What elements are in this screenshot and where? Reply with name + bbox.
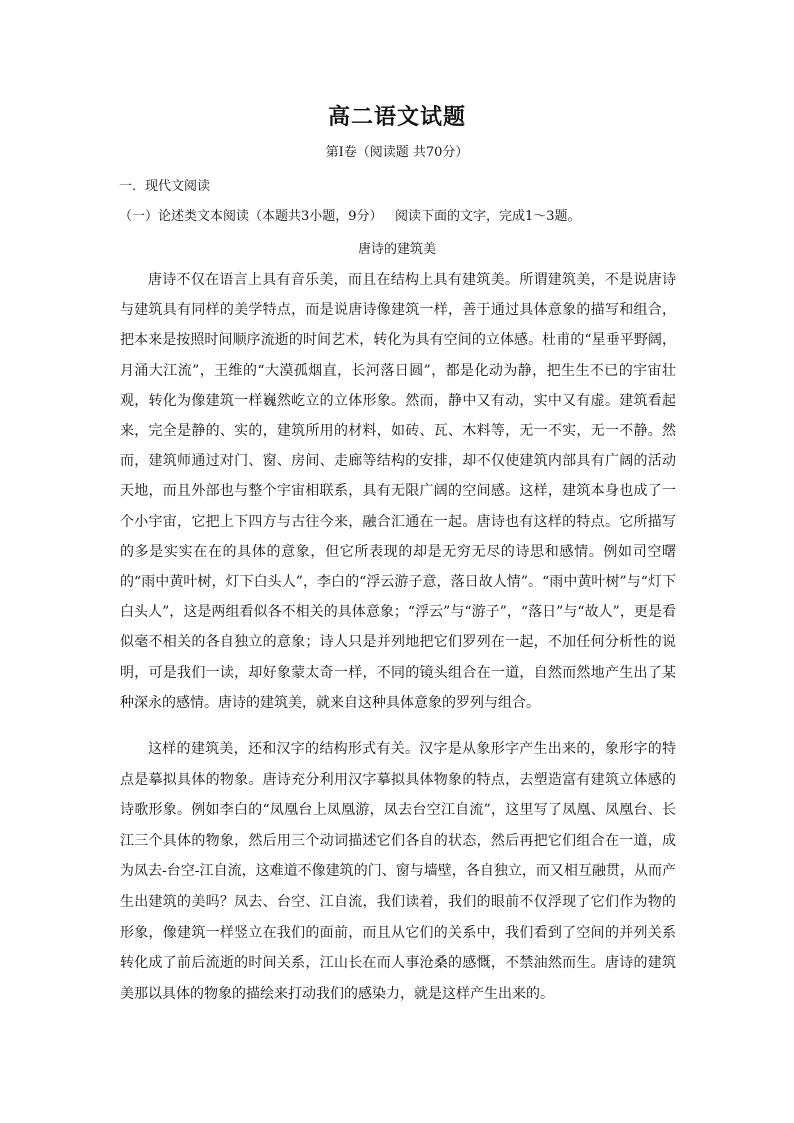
subsection-heading: （一）论述类文本阅读（本题共3小题，9分） 阅读下面的文字，完成1～3题。	[119, 209, 581, 224]
essay-paragraph-1: 唐诗不仅在语言上具有音乐美，而且在结构上具有建筑美。所谓建筑美，不是说唐诗与建筑具有同样的美学特点，而是说唐诗像建筑一样，善于通过具体意象的描写和组合，把本来是按照时间顺序流逝的时间艺术，转化为具有空间的立体感。杜甫的“星垂平野阔，月涌大江流”，王维的“大漠孤烟直，长河落日圆”，都是化动为静，把生生不已的宇宙壮观，转化为像建筑一样巍然屹立的立体形象。然而，静中又有动，实中又有虚。建筑看起来，完全是静的、实的，建筑所用的材料，如砖、瓦、木料等，无一不实，无一不静。然而，建筑师通过对门、窗、房间、走廊等结构的安排，却不仅使建筑内部具有广阔的活动天地，而且外部也与整个宇宙相联系，具有无限广阔的空间感。这样，建筑本身也成了一个小宇宙，它把上下四方与古往今来，融合汇通在一起。唐诗也有这样的特点。它所描写的多是实实在在的具体的意象，但它所表现的却是无穷无尽的诗思和感情。例如司空曙的“雨中黄叶树，灯下白头人”，李白的“浮云游子意，落日故人情”。“雨中黄叶树”与“灯下白头人”，这是两组看似各不相关的具体意象；“浮云”与“游子”，“落日”与“故人”，更是看似毫不相关的各自独立的意象；诗人只是并列地把它们罗列在一起，不加任何分析性的说明，可是我们一读，却好象蒙太奇一样，不同的镜头组合在一道，自然而然地产生出了某种深永的感情。唐诗的建筑美，就来自这种具体意象的罗列与组合。	[120, 272, 676, 711]
section-heading: 一．现代文阅读	[119, 179, 211, 194]
exam-title: 高二语文试题	[327, 104, 466, 130]
essay-title: 唐诗的建筑美	[357, 242, 436, 257]
essay-paragraph-2: 这样的建筑美，还和汉字的结构形式有关。汉字是从象形字产生出来的，象形字的特点是摹拟具体的物象。唐诗充分利用汉字摹拟具体物象的特点，去塑造富有建筑立体感的诗歌形象。例如李白的“凤凰台上凤凰游，凤去台空江自流”，这里写了凤凰、凤凰台、长江三个具体的物象，然后用三个动词描述它们各自的状态，然后再把它们组合在一道，成为凤去-台空-江自流，这难道不像建筑的门、窗与墙壁，各自独立，而又相互融贯，从而产生出建筑的美吗？凤去、台空、江自流，我们读着，我们的眼前不仅浮现了它们作为物的形象，像建筑一样竖立在我们的面前，而且从它们的关系中，我们看到了空间的并列关系转化成了前后流逝的时间关系，江山长在而人事沧桑的感慨，不禁油然而生。唐诗的建筑美那以具体的物象的描绘来打动我们的感染力，就是这样产生出来的。	[120, 741, 676, 1002]
volume-subtitle: 第Ⅰ卷（阅读题 共70分）	[325, 145, 469, 160]
